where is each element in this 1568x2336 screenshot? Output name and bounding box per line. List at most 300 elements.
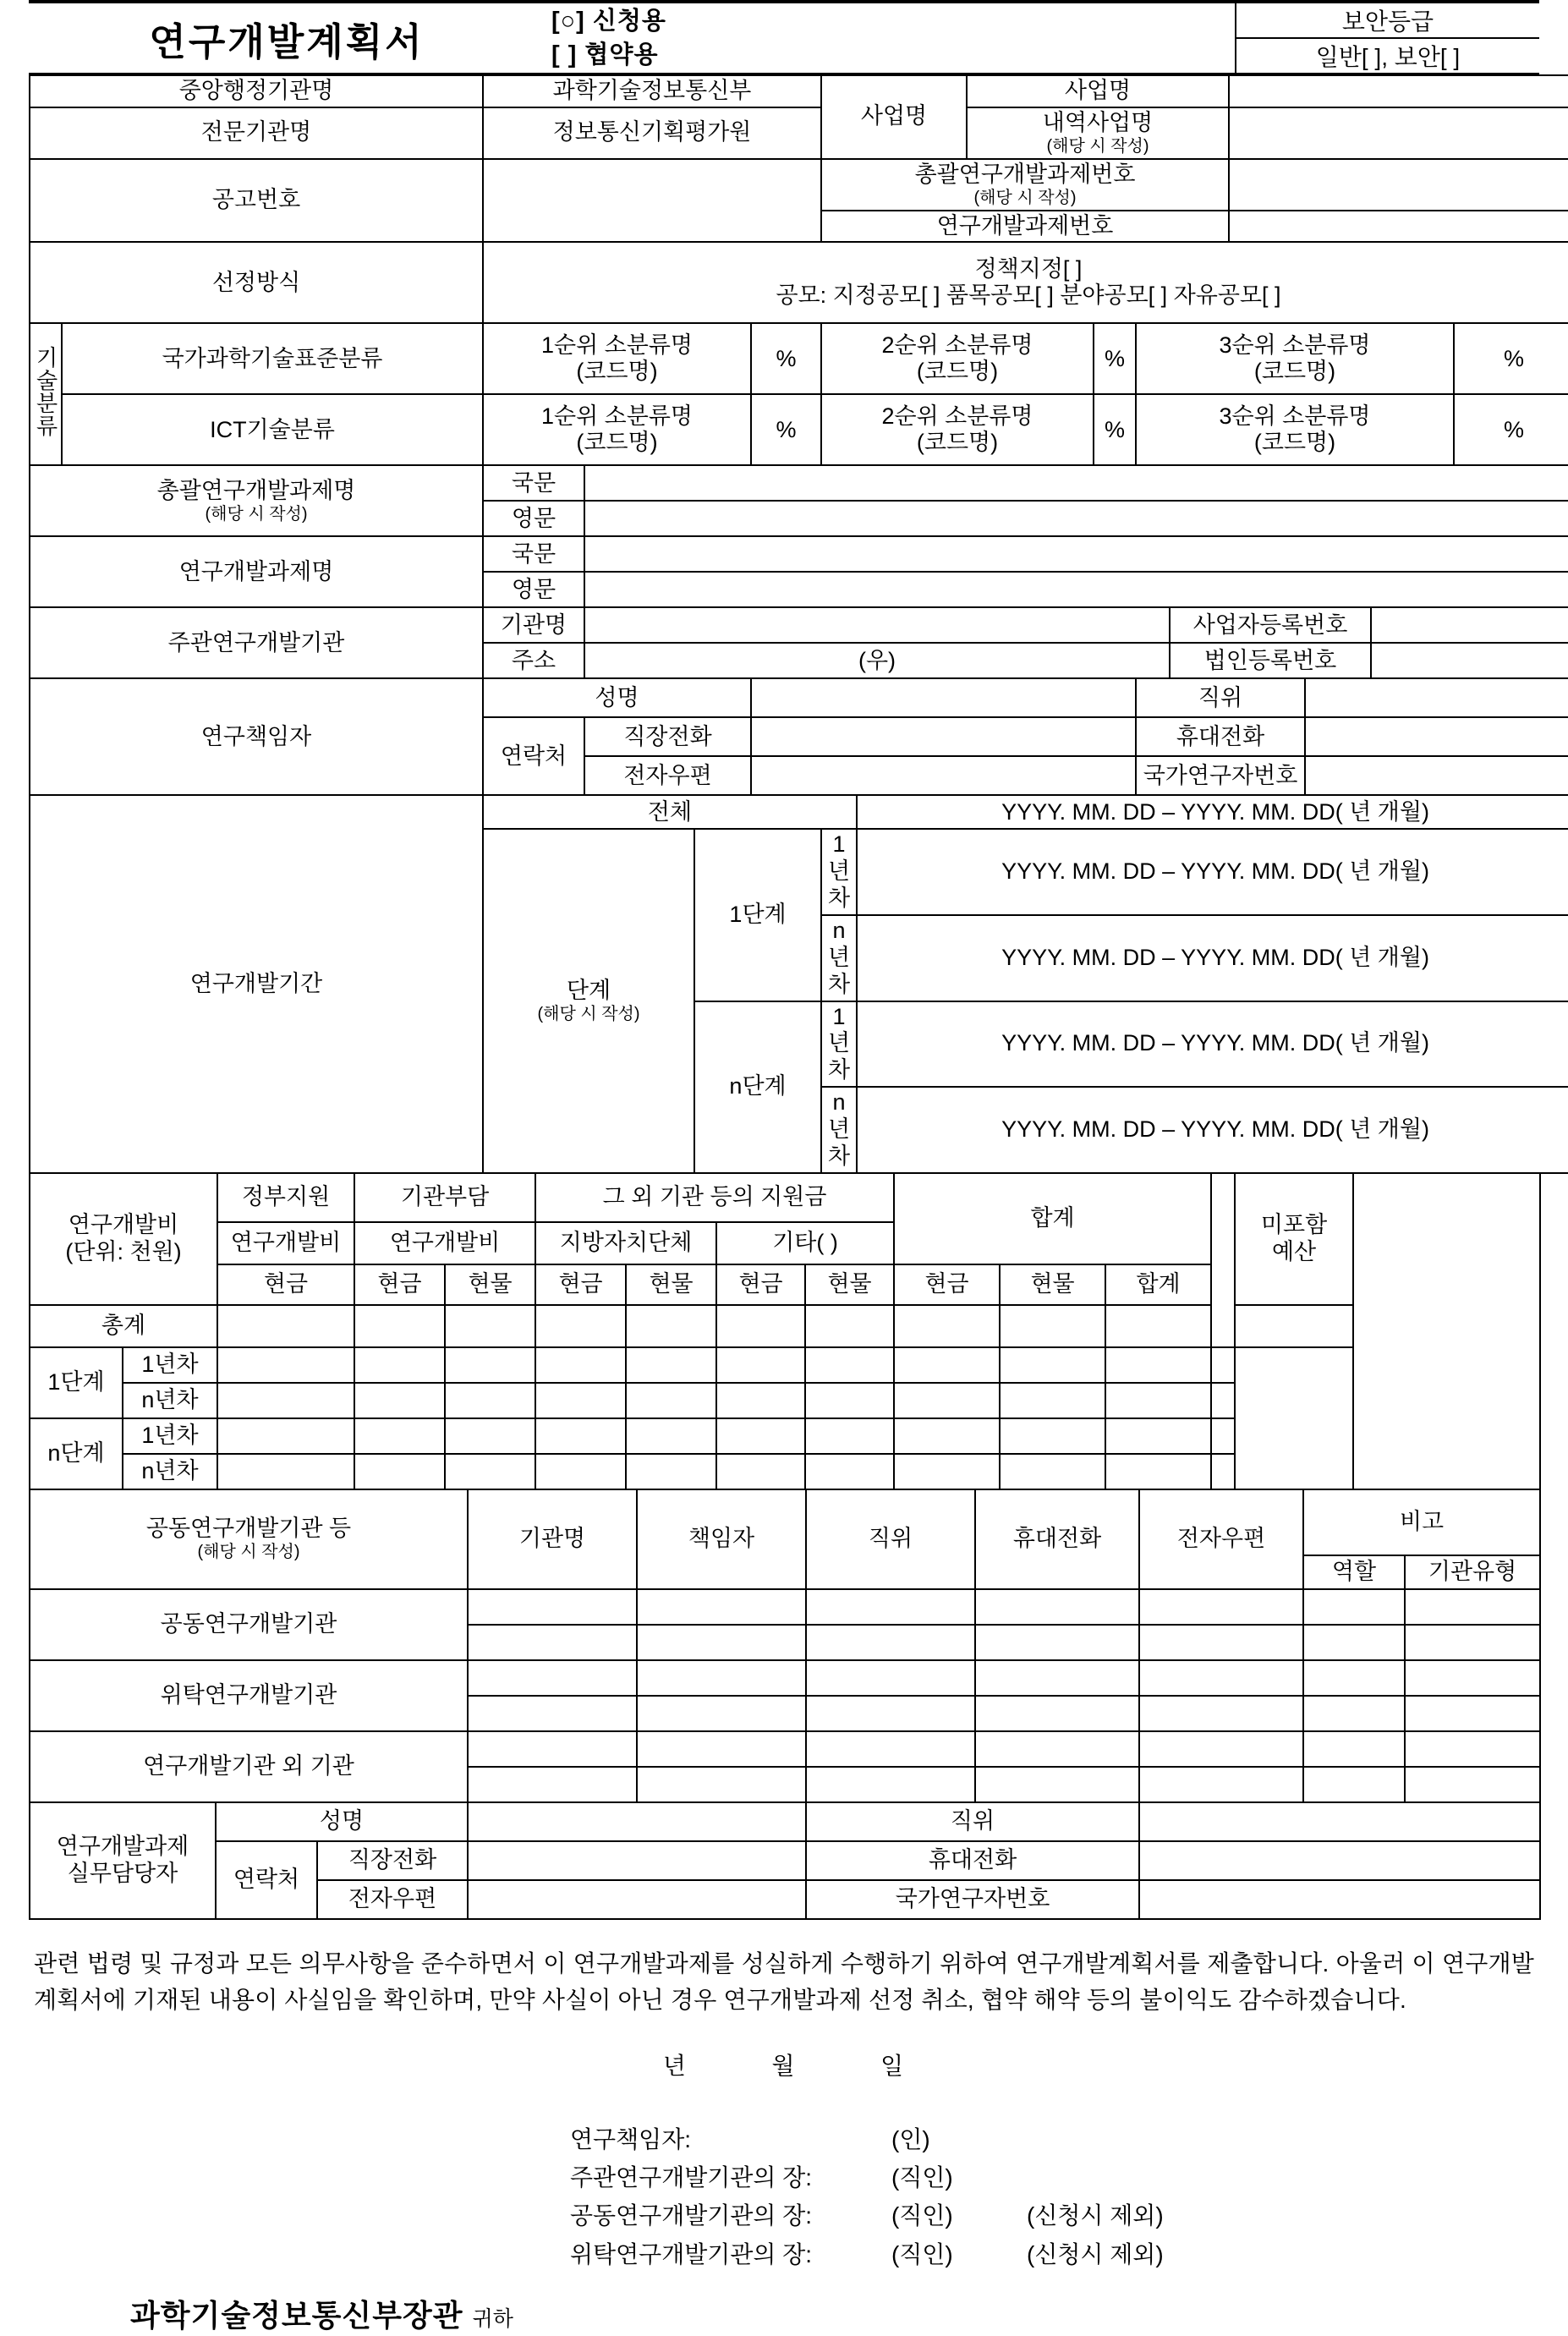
contact-mobile-label: 휴대전화	[806, 1841, 1139, 1880]
partners-table	[29, 1489, 1541, 1920]
contact-position-label: 직위	[806, 1802, 1139, 1841]
ict-tech-rank1-title: 1순위 소분류명	[541, 403, 694, 429]
ict-tech-class-label: ICT기술분류	[62, 394, 483, 465]
contact-position-value[interactable]	[1139, 1802, 1540, 1841]
budget-cell[interactable]	[626, 1305, 716, 1347]
partner-joint-label: 공동연구개발기관	[30, 1589, 468, 1660]
partners-col-position: 직위	[806, 1489, 975, 1589]
budget-cell[interactable]	[626, 1418, 716, 1454]
security-grade-options[interactable]: 일반[ ], 보안[ ]	[1315, 44, 1461, 70]
partner-cell[interactable]	[1405, 1660, 1540, 1696]
signature-label-entrusted-org: 위탁연구개발기관의 장:	[570, 2240, 813, 2267]
lead-org-name-label: 기관명	[483, 607, 584, 643]
budget-cell[interactable]	[445, 1454, 535, 1489]
row-specialized-agency	[30, 107, 1568, 159]
row-selection-method	[30, 242, 1568, 323]
budget-total-sum-header: 합계	[1105, 1264, 1211, 1305]
budget-inst-cash-header: 현금	[354, 1264, 445, 1305]
period-stage1-yearn-value[interactable]: YYYY. MM. DD – YYYY. MM. DD( 년 개월)	[857, 915, 1568, 1001]
row-ict-tech-class	[30, 394, 1568, 465]
partners-label-cell	[30, 1489, 468, 1589]
budget-total-header: 합계	[894, 1173, 1211, 1264]
budget-cell[interactable]	[626, 1347, 716, 1383]
announcement-no-value[interactable]	[483, 159, 821, 243]
partners-col-remark: 비고	[1303, 1489, 1540, 1555]
contact-office-phone-value[interactable]	[468, 1841, 806, 1880]
lead-org-address-label: 주소	[483, 643, 584, 678]
period-total-value[interactable]: YYYY. MM. DD – YYYY. MM. DD( 년 개월)	[857, 795, 1568, 829]
partners-col-email: 전자우편	[1139, 1489, 1303, 1589]
national-tech-rank1-code: (코드명)	[576, 359, 658, 385]
partner-external-label: 연구개발기관 외 기관	[30, 1731, 468, 1802]
row-pi-name	[30, 678, 1568, 717]
budget-local-inkind-header: 현물	[626, 1264, 716, 1305]
budget-etc-inkind-header: 현물	[805, 1264, 894, 1305]
budget-cell[interactable]	[805, 1305, 894, 1347]
ict-tech-rank2-title: 2순위 소분류명	[881, 403, 1033, 429]
signature-seal-lead-org: (직인)	[891, 2163, 953, 2191]
budget-cell[interactable]	[805, 1383, 894, 1418]
budget-etc-header: 기타( )	[716, 1222, 894, 1264]
budget-stage1-year1-label: 1년차	[123, 1347, 217, 1383]
budget-local-cash-header: 현금	[535, 1264, 626, 1305]
partner-cell[interactable]	[1139, 1731, 1303, 1767]
budget-cell[interactable]	[894, 1347, 1000, 1383]
pi-email-value[interactable]	[751, 756, 1136, 795]
period-stage-label-cell	[483, 829, 694, 1172]
task-title-label: 연구개발과제명	[30, 536, 483, 607]
row-period-total	[30, 795, 1568, 829]
budget-cell[interactable]	[445, 1418, 535, 1454]
signature-row-pi	[570, 2120, 1539, 2158]
recipient-name: 과학기술정보통신부장관	[130, 2297, 463, 2333]
partner-cell[interactable]	[975, 1660, 1139, 1696]
partner-cell[interactable]	[1303, 1767, 1405, 1802]
pi-contact-label: 연락처	[483, 717, 584, 795]
budget-cell[interactable]	[354, 1347, 445, 1383]
signature-label-pi: 연구책임자:	[570, 2125, 692, 2152]
selection-policy-line[interactable]: 정책지정[ ]	[974, 255, 1083, 282]
partners-note: (해당 시 작성)	[197, 1543, 300, 1562]
ict-tech-rank3[interactable]	[1136, 394, 1454, 465]
pi-mobile-value[interactable]	[1305, 717, 1568, 756]
partner-cell[interactable]	[1405, 1625, 1540, 1660]
partner-cell[interactable]	[1303, 1696, 1405, 1731]
budget-label-cell	[30, 1173, 217, 1305]
title-spacer	[858, 3, 1235, 73]
partner-cell[interactable]	[975, 1696, 1139, 1731]
row-lead-org-name	[30, 607, 1568, 643]
budget-cell[interactable]	[1211, 1454, 1235, 1489]
budget-total-cash-header: 현금	[894, 1264, 1000, 1305]
budget-cell[interactable]	[354, 1305, 445, 1347]
contact-name-label: 성명	[216, 1802, 468, 1841]
budget-cell[interactable]	[1105, 1347, 1211, 1383]
signature-label-joint-org: 공동연구개발기관의 장:	[570, 2202, 813, 2229]
budget-cell[interactable]	[805, 1418, 894, 1454]
partner-cell[interactable]	[468, 1731, 637, 1767]
pi-researcher-no-value[interactable]	[1305, 756, 1568, 795]
budget-cell[interactable]	[535, 1347, 626, 1383]
partners-label: 공동연구개발기관 등	[145, 1516, 352, 1542]
lead-org-label: 주관연구개발기관	[30, 607, 483, 678]
contact-mobile-value[interactable]	[1139, 1841, 1540, 1880]
budget-gov-header: 정부지원	[217, 1173, 354, 1222]
budget-cell[interactable]	[626, 1383, 716, 1418]
budget-cell[interactable]	[354, 1454, 445, 1489]
budget-cell[interactable]	[894, 1454, 1000, 1489]
table-row	[30, 1589, 1540, 1625]
period-stagen-year1-label: 1년차	[821, 1001, 857, 1088]
national-tech-rank2-title: 2순위 소분류명	[881, 332, 1033, 358]
partner-cell[interactable]	[1139, 1767, 1303, 1802]
recipient-line	[29, 2292, 1539, 2335]
partner-cell[interactable]	[468, 1625, 637, 1660]
announcement-no-label: 공고번호	[30, 159, 483, 243]
title-band	[29, 0, 1539, 74]
budget-cell[interactable]	[894, 1418, 1000, 1454]
overall-title-note: (해당 시 작성)	[205, 504, 308, 524]
partners-col-orgtype: 기관유형	[1405, 1555, 1540, 1589]
pi-mobile-label: 휴대전화	[1136, 717, 1305, 756]
budget-stagen-year1-label: 1년차	[123, 1418, 217, 1454]
partner-cell[interactable]	[468, 1589, 637, 1625]
lead-org-address-value[interactable]: (우)	[584, 643, 1170, 678]
budget-cell[interactable]	[805, 1347, 894, 1383]
period-stage-label: 단계	[566, 978, 611, 1004]
partner-cell[interactable]	[1405, 1696, 1540, 1731]
row-national-tech-class	[30, 323, 1568, 394]
national-tech-rank2[interactable]	[821, 323, 1094, 394]
budget-cell[interactable]	[217, 1305, 354, 1347]
partner-cell[interactable]	[637, 1589, 806, 1625]
budget-cell[interactable]	[445, 1347, 535, 1383]
ict-tech-rank2[interactable]	[821, 394, 1094, 465]
national-tech-rank1[interactable]	[483, 323, 751, 394]
signature-seal-entrusted-org: (직인)	[891, 2240, 953, 2267]
budget-cell[interactable]	[716, 1383, 805, 1418]
pi-office-phone-value[interactable]	[751, 717, 1136, 756]
contact-researcher-no-value[interactable]	[1139, 1880, 1540, 1919]
budget-cell[interactable]	[535, 1305, 626, 1347]
budget-excluded-header: 미포함 예산	[1235, 1173, 1353, 1305]
budget-cell[interactable]	[1211, 1347, 1235, 1383]
biz-reg-no-value[interactable]	[1371, 607, 1568, 643]
ict-tech-rank3-code: (코드명)	[1253, 430, 1336, 456]
use-type-group	[545, 3, 858, 73]
budget-row-stage1-yearn	[30, 1383, 1540, 1418]
partner-cell[interactable]	[468, 1696, 637, 1731]
partner-cell[interactable]	[806, 1767, 975, 1802]
partners-col-orgname: 기관명	[468, 1489, 637, 1589]
use-type-agreement[interactable]: [ ] 협약용	[551, 41, 659, 69]
program-name-label: 사업명	[967, 75, 1229, 107]
budget-tail-blank	[1353, 1173, 1540, 1489]
national-tech-rank1-pct[interactable]: %	[751, 323, 821, 394]
budget-other-header: 그 외 기관 등의 지원금	[535, 1173, 894, 1222]
national-tech-rank3-pct[interactable]: %	[1454, 323, 1568, 394]
ict-tech-rank2-code: (코드명)	[916, 430, 999, 456]
partner-cell[interactable]	[637, 1660, 806, 1696]
partner-cell[interactable]	[975, 1589, 1139, 1625]
tech-class-vertical-label: 기술분류	[30, 323, 62, 465]
specialized-agency-value[interactable]: 정보통신기획평가원	[483, 107, 821, 159]
partner-cell[interactable]	[637, 1696, 806, 1731]
row-contact-office-phone	[30, 1841, 1540, 1880]
national-tech-rank2-pct[interactable]: %	[1094, 323, 1136, 394]
partner-cell[interactable]	[806, 1660, 975, 1696]
pi-researcher-no-label: 국가연구자번호	[1136, 756, 1305, 795]
budget-cell[interactable]	[535, 1454, 626, 1489]
period-stagen-label: n단계	[694, 1001, 821, 1173]
contact-email-value[interactable]	[468, 1880, 806, 1919]
task-no-value[interactable]	[1229, 211, 1568, 243]
central-agency-label: 중앙행정기관명	[30, 75, 483, 107]
budget-grand-total-label: 총계	[30, 1305, 217, 1347]
budget-cell[interactable]	[1105, 1454, 1211, 1489]
program-group-label: 사업명	[821, 75, 967, 159]
contact-email-label: 전자우편	[317, 1880, 468, 1919]
task-title-kor-value[interactable]	[584, 536, 1568, 572]
partner-cell[interactable]	[975, 1767, 1139, 1802]
declaration-statement: 관련 법령 및 규정과 모든 의무사항을 준수하면서 이 연구개발과제를 성실하게 수행하기 위하여 연구개발계획서를 제출합니다. 아울러 이 연구개발계획서에 기재된 내용이 사실임을 확인하며, 만약 사실이 아닌 경우 연구개발과제 선정 취소, 협약 해약 등의 불이익도 감수하겠습니다.	[34, 1949, 1534, 2014]
budget-cell[interactable]	[217, 1418, 354, 1454]
period-stagen-yearn-value[interactable]: YYYY. MM. DD – YYYY. MM. DD( 년 개월)	[857, 1087, 1568, 1173]
partners-header-row	[30, 1489, 1540, 1555]
budget-cell[interactable]	[1211, 1383, 1235, 1418]
contact-office-phone-label: 직장전화	[317, 1841, 468, 1880]
corp-reg-no-value[interactable]	[1371, 643, 1568, 678]
partner-cell[interactable]	[1139, 1589, 1303, 1625]
partner-cell[interactable]	[1139, 1625, 1303, 1660]
security-grade-label: 보안등급	[1236, 3, 1539, 39]
pi-label: 연구책임자	[30, 678, 483, 795]
budget-row-stagen-yearn	[30, 1454, 1540, 1489]
budget-stage1-yearn-label: n년차	[123, 1383, 217, 1418]
contact-name-value[interactable]	[468, 1802, 806, 1841]
budget-cell[interactable]	[626, 1454, 716, 1489]
national-tech-rank2-code: (코드명)	[916, 359, 999, 385]
task-title-kor-label: 국문	[483, 536, 584, 572]
budget-cell[interactable]	[217, 1347, 354, 1383]
budget-cell[interactable]	[1235, 1305, 1353, 1347]
partner-entrusted-label: 위탁연구개발기관	[30, 1660, 468, 1731]
pi-name-value[interactable]	[751, 678, 1136, 717]
partner-cell[interactable]	[468, 1660, 637, 1696]
period-stage1-label: 1단계	[694, 829, 821, 1001]
budget-gap	[1211, 1173, 1235, 1347]
partner-cell[interactable]	[806, 1625, 975, 1660]
ict-tech-rank3-title: 3순위 소분류명	[1219, 403, 1371, 429]
partner-cell[interactable]	[1139, 1696, 1303, 1731]
signature-seal-joint-org: (직인)	[891, 2202, 953, 2229]
pi-position-value[interactable]	[1305, 678, 1568, 717]
budget-header-row-1	[30, 1173, 1540, 1222]
budget-cell[interactable]	[535, 1418, 626, 1454]
partner-cell[interactable]	[806, 1731, 975, 1767]
budget-cell[interactable]	[894, 1305, 1000, 1347]
central-agency-value[interactable]: 과학기술정보통신부	[483, 75, 821, 107]
row-task-title-kor	[30, 536, 1568, 572]
ict-tech-rank2-pct[interactable]: %	[1094, 394, 1136, 465]
row-central-agency	[30, 75, 1568, 107]
budget-table	[29, 1172, 1541, 1490]
table-row	[30, 1660, 1540, 1696]
signature-row-lead-org	[570, 2158, 1539, 2196]
program-name-value[interactable]	[1229, 75, 1568, 107]
budget-cell[interactable]	[1000, 1305, 1105, 1347]
partner-cell[interactable]	[1405, 1589, 1540, 1625]
partner-cell[interactable]	[637, 1625, 806, 1660]
period-stagen-yearn-label: n년차	[821, 1087, 857, 1173]
budget-row-grand-total	[30, 1305, 1540, 1347]
national-tech-rank3-code: (코드명)	[1253, 359, 1336, 385]
budget-stage1-label: 1단계	[30, 1347, 123, 1418]
date-day-label: 일	[880, 2052, 906, 2079]
budget-cell[interactable]	[1000, 1454, 1105, 1489]
signature-seal-pi: (인)	[891, 2125, 930, 2152]
budget-cell[interactable]	[716, 1305, 805, 1347]
date-month-label: 월	[771, 2052, 797, 2079]
overall-task-no-label-cell	[821, 159, 1229, 211]
use-type-application[interactable]: [○] 신청용	[551, 7, 666, 35]
overall-title-kor-label: 국문	[483, 465, 584, 501]
budget-stagen-label: n단계	[30, 1418, 123, 1489]
partner-cell[interactable]	[975, 1625, 1139, 1660]
overall-title-eng-value[interactable]	[584, 501, 1568, 536]
specialized-agency-label: 전문기관명	[30, 107, 483, 159]
period-total-label: 전체	[483, 795, 857, 829]
budget-cell[interactable]	[445, 1383, 535, 1418]
lead-org-name-value[interactable]	[584, 607, 1170, 643]
partner-cell[interactable]	[975, 1731, 1139, 1767]
period-stage1-year1-value[interactable]: YYYY. MM. DD – YYYY. MM. DD( 년 개월)	[857, 829, 1568, 915]
period-label: 연구개발기간	[30, 795, 483, 1172]
budget-cell[interactable]	[1000, 1383, 1105, 1418]
table-row	[30, 1731, 1540, 1767]
page-title: 연구개발계획서	[149, 19, 425, 63]
selection-open-line[interactable]: 공모: 지정공모[ ] 품목공모[ ] 분야공모[ ] 자유공모[ ]	[776, 282, 1281, 309]
main-form-table	[29, 74, 1568, 1174]
budget-cell[interactable]	[1105, 1305, 1211, 1347]
period-stage1-yearn-label: n년차	[821, 915, 857, 1001]
overall-title-label: 총괄연구개발과제명	[156, 478, 356, 503]
budget-label: 연구개발비	[68, 1211, 179, 1237]
partner-cell[interactable]	[806, 1696, 975, 1731]
task-title-eng-label: 영문	[483, 572, 584, 607]
selection-method-options[interactable]	[483, 242, 1568, 323]
ict-tech-rank3-pct[interactable]: %	[1454, 394, 1568, 465]
national-tech-rank1-title: 1순위 소분류명	[541, 332, 694, 358]
partners-col-mobile: 휴대전화	[975, 1489, 1139, 1589]
partner-cell[interactable]	[1303, 1589, 1405, 1625]
partner-cell[interactable]	[1303, 1731, 1405, 1767]
budget-cell[interactable]	[1000, 1347, 1105, 1383]
contact-contact-label: 연락처	[216, 1841, 317, 1919]
national-tech-rank3-title: 3순위 소분류명	[1219, 332, 1371, 358]
contact-researcher-no-label: 국가연구자번호	[806, 1880, 1139, 1919]
budget-cell[interactable]	[716, 1347, 805, 1383]
selection-method-label: 선정방식	[30, 242, 483, 323]
task-no-label: 연구개발과제번호	[821, 211, 1229, 243]
pi-office-phone-label: 직장전화	[584, 717, 751, 756]
budget-cell[interactable]	[535, 1383, 626, 1418]
security-grade-box	[1235, 3, 1539, 73]
budget-cell[interactable]	[354, 1383, 445, 1418]
partners-col-role: 역할	[1303, 1555, 1405, 1589]
ict-tech-rank1[interactable]	[483, 394, 751, 465]
subprogram-value[interactable]	[1229, 107, 1568, 159]
pi-email-label: 전자우편	[584, 756, 751, 795]
overall-task-no-note: (해당 시 작성)	[973, 188, 1077, 207]
signature-block	[29, 2120, 1539, 2273]
ict-tech-rank1-code: (코드명)	[576, 430, 658, 456]
budget-gov-cash-header: 현금	[217, 1264, 354, 1305]
budget-cell[interactable]	[716, 1418, 805, 1454]
task-title-eng-value[interactable]	[584, 572, 1568, 607]
budget-cell[interactable]	[217, 1383, 354, 1418]
budget-cell[interactable]	[354, 1418, 445, 1454]
subprogram-note: (해당 시 작성)	[1046, 136, 1149, 156]
budget-cell[interactable]	[716, 1454, 805, 1489]
signature-note-entrusted-org: (신청시 제외)	[1027, 2240, 1164, 2267]
partner-cell[interactable]	[1405, 1731, 1540, 1767]
date-year-label: 년	[662, 2052, 688, 2079]
pi-position-label: 직위	[1136, 678, 1305, 717]
signature-note-joint-org: (신청시 제외)	[1027, 2202, 1164, 2229]
budget-inst-sub-header: 연구개발비	[354, 1222, 535, 1264]
partner-cell[interactable]	[1303, 1660, 1405, 1696]
budget-cell[interactable]	[894, 1383, 1000, 1418]
subprogram-label: 내역사업명	[1042, 109, 1154, 135]
partner-cell[interactable]	[1139, 1660, 1303, 1696]
partner-cell[interactable]	[1303, 1625, 1405, 1660]
row-overall-title-kor	[30, 465, 1568, 501]
partner-cell[interactable]	[806, 1589, 975, 1625]
biz-reg-no-label: 사업자등록번호	[1170, 607, 1371, 643]
budget-cell[interactable]	[805, 1454, 894, 1489]
partner-cell[interactable]	[1405, 1767, 1540, 1802]
signature-label-lead-org: 주관연구개발기관의 장:	[570, 2163, 813, 2191]
overall-task-no-value[interactable]	[1229, 159, 1568, 211]
signature-row-entrusted-org	[570, 2235, 1539, 2273]
period-stage-note: (해당 시 작성)	[537, 1005, 640, 1024]
national-tech-rank3[interactable]	[1136, 323, 1454, 394]
row-announcement-no	[30, 159, 1568, 211]
budget-cell[interactable]	[217, 1454, 354, 1489]
period-stage1-year1-label: 1년차	[821, 829, 857, 915]
partner-cell[interactable]	[468, 1767, 637, 1802]
partner-cell[interactable]	[637, 1731, 806, 1767]
budget-unit-note: (단위: 천원)	[65, 1238, 182, 1264]
budget-cell[interactable]	[1105, 1383, 1211, 1418]
overall-task-no-label: 총괄연구개발과제번호	[914, 161, 1136, 187]
budget-local-header: 지방자치단체	[535, 1222, 716, 1264]
ict-tech-rank1-pct[interactable]: %	[751, 394, 821, 465]
corp-reg-no-label: 법인등록번호	[1170, 643, 1371, 678]
budget-inst-header: 기관부담	[354, 1173, 535, 1222]
budget-cell[interactable]	[445, 1305, 535, 1347]
budget-stagen-yearn-label: n년차	[123, 1454, 217, 1489]
period-stagen-year1-value[interactable]: YYYY. MM. DD – YYYY. MM. DD( 년 개월)	[857, 1001, 1568, 1088]
budget-cell[interactable]	[1000, 1418, 1105, 1454]
overall-title-kor-value[interactable]	[584, 465, 1568, 501]
partner-cell[interactable]	[637, 1767, 806, 1802]
recipient-suffix: 귀하	[472, 2306, 513, 2331]
budget-cell[interactable]	[1211, 1418, 1235, 1454]
budget-gov-sub-header: 연구개발비	[217, 1222, 354, 1264]
budget-cell[interactable]	[1105, 1418, 1211, 1454]
